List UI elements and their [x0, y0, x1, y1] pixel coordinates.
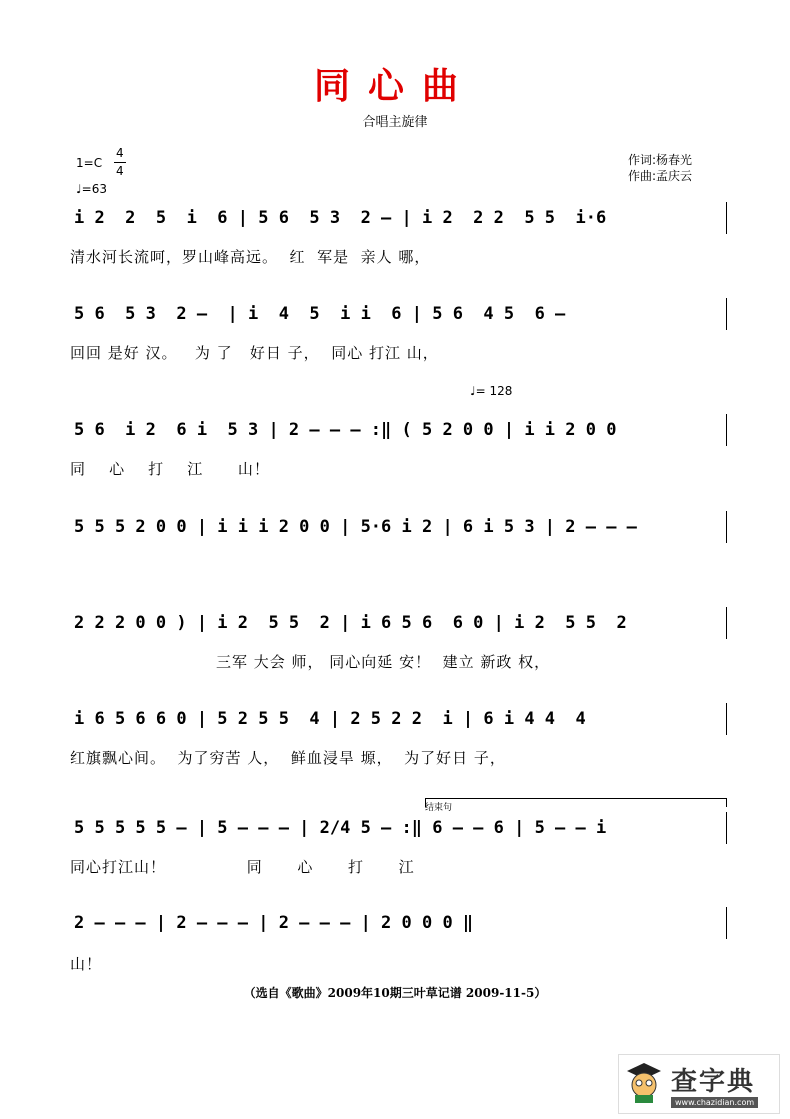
lyric-row: 清水河长流呵，罗山峰高远。 红 军是 亲人 哪， [70, 248, 431, 266]
time-signature-line [114, 162, 126, 163]
footer-source: （选自《歌曲》2009年10期三叶草记谱 2009-11-5） [243, 986, 547, 1000]
barline [726, 414, 727, 446]
composer: 作曲:孟庆云 [628, 169, 693, 183]
lyricist: 作词:杨春光 [628, 153, 693, 167]
tempo-mark-2: ♩= 128 [470, 384, 513, 398]
tempo-mark: ♩=63 [76, 182, 107, 196]
barline [726, 703, 727, 735]
time-signature-top: 4 [116, 146, 124, 160]
credits [628, 152, 692, 184]
quarter-note-icon: ♩ [76, 182, 82, 196]
lyric-row: 同心打江山！ 同 心 打 江 [70, 858, 415, 876]
notation-row: i 6 5 6 6 0 | 5 2 5 5 4 | 2 5 2 2 i | 6 i 4 4 4 [74, 709, 586, 729]
lyric-row: 山！ [70, 955, 103, 973]
notation-row: 5 6 i 2 6 i 5 3 | 2 – – – :‖ ( 5 2 0 0 | i i 2 0 0 [74, 420, 617, 440]
barline [726, 812, 727, 844]
barline [726, 907, 727, 939]
notation-row: 5 5 5 2 0 0 | i i i 2 0 0 | 5·6 i 2 | 6 i 5 3 | 2 – – – [74, 517, 637, 537]
ending-label: 结束句 [425, 803, 453, 813]
notation-row: 2 – – – | 2 – – – | 2 – – – | 2 0 0 0 ‖ [74, 913, 474, 933]
barline [726, 511, 727, 543]
barline [726, 202, 727, 234]
notation-row: 5 6 5 3 2 – | i 4 5 i i 6 | 5 6 4 5 6 – [74, 304, 566, 324]
quarter-note-icon: ♩ [470, 384, 476, 398]
notation-row: 5 5 5 5 5 – | 5 – – – | 2/4 5 – :‖ 6 – – 6 | 5 – – i [74, 818, 607, 838]
time-signature-bottom: 4 [116, 164, 124, 178]
key-signature: 1=C [76, 156, 103, 170]
ending-bracket [425, 798, 727, 807]
watermark-logo [618, 1054, 780, 1114]
barline [726, 607, 727, 639]
watermark-url: www.chazidian.com [671, 1097, 758, 1108]
mascot-icon [625, 1061, 663, 1105]
notation-row: 2 2 2 0 0 ) | i 2 5 5 2 | i 6 5 6 6 0 | i 2 5 5 2 [74, 613, 627, 633]
barline [726, 298, 727, 330]
watermark-name: 查字典 [671, 1067, 756, 1097]
lyric-row: 三军 大会 师， 同心向延 安！ 建立 新政 权， [216, 653, 551, 671]
lyric-row: 同 心 打 江 山！ [70, 460, 270, 478]
page-title: 同心曲 [313, 65, 476, 107]
lyric-row: 回回 是好 汉。 为 了 好日 子， 同心 打江 山， [70, 344, 439, 362]
lyric-row: 红旗飘心间。 为了穷苦 人， 鲜血浸旱 塬， 为了好日 子， [70, 749, 506, 767]
notation-row: i 2 2 5 i 6 | 5 6 5 3 2 – | i 2 2 2 5 5 i·6 [74, 208, 607, 228]
subtitle: 合唱主旋律 [362, 115, 428, 130]
